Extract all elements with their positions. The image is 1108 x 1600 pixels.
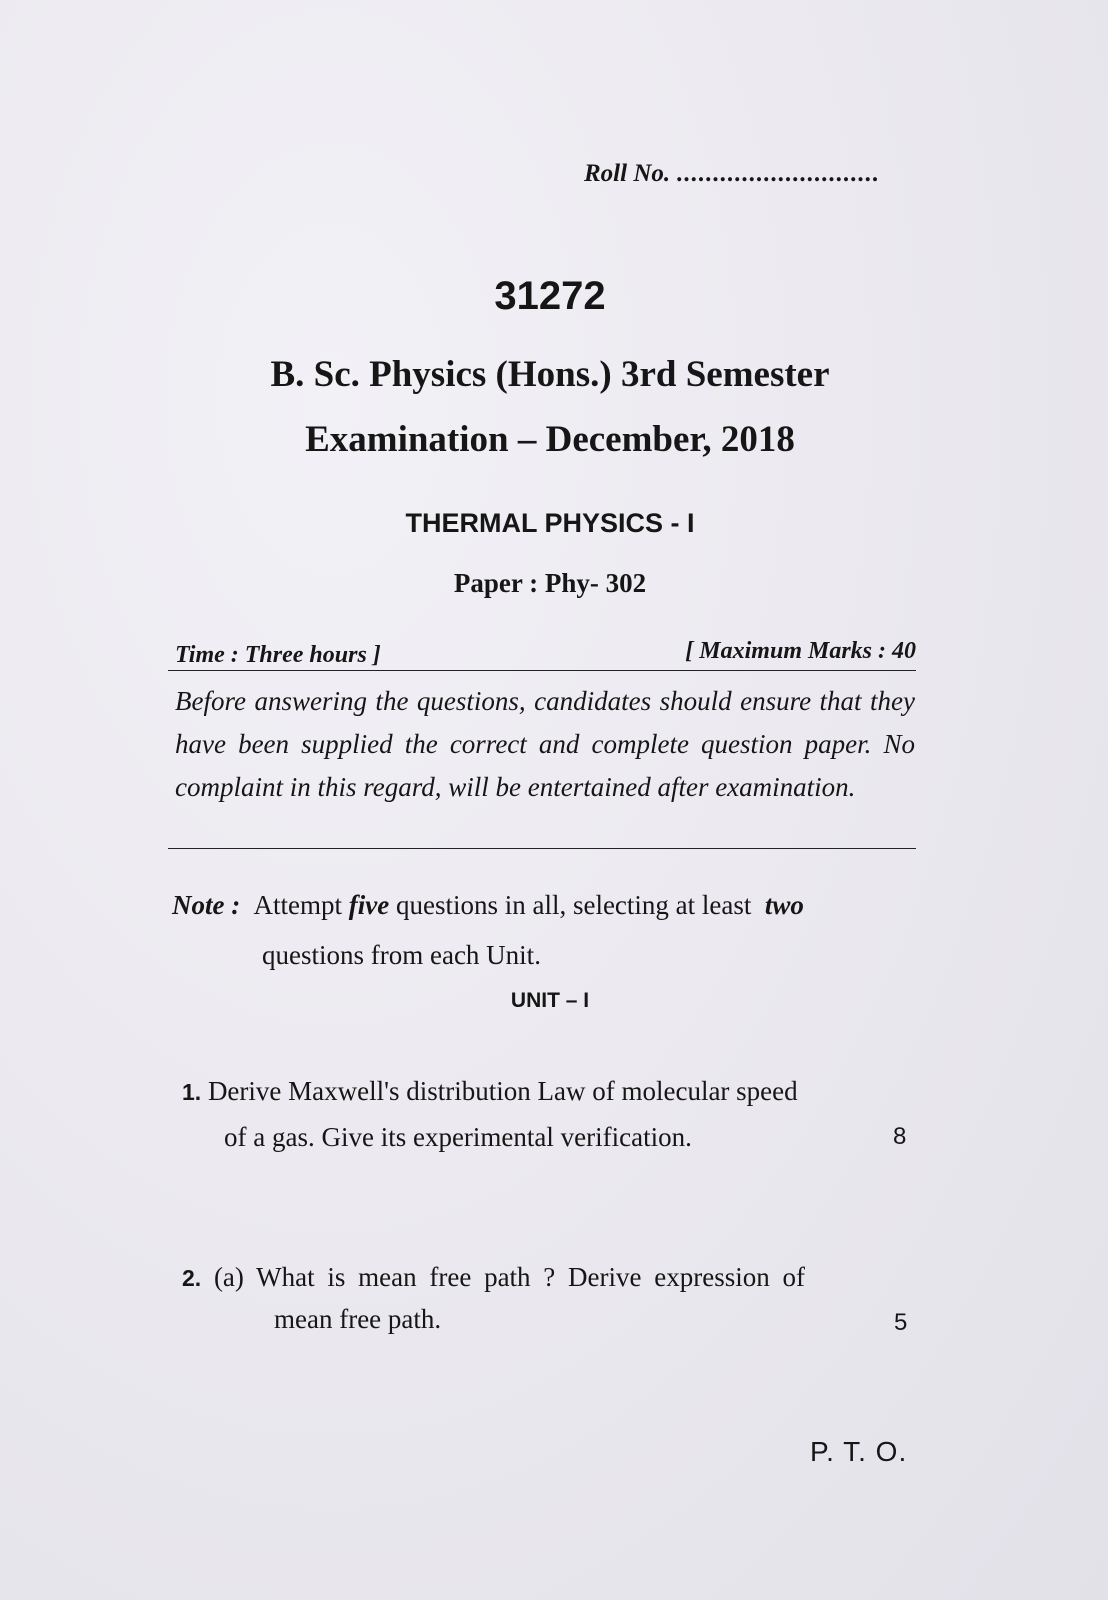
roll-number-field [584, 160, 879, 188]
header-divider [168, 670, 916, 671]
note-emph-five: five [348, 890, 390, 920]
note-label: Note : [172, 890, 241, 920]
question-1-text-line2: of a gas. Give its experimental verification. [224, 1122, 692, 1152]
roll-label: Roll No. [584, 160, 671, 187]
paper-number: Paper : Phy- 302 [453, 568, 647, 598]
subject-title: THERMAL PHYSICS - I [405, 508, 695, 538]
question-1-text-line1: Derive Maxwell's distribution Law of molecular speed [207, 1076, 798, 1106]
question-1-line1 [182, 1068, 798, 1115]
exam-title-line1: B. Sc. Physics (Hons.) 3rd Semester [270, 354, 830, 395]
paper-code: 31272 [494, 274, 606, 318]
note-emph-two: two [764, 890, 804, 920]
question-1-number: 1. [182, 1079, 202, 1105]
question-2-number: 2. [182, 1265, 202, 1291]
max-marks: [ Maximum Marks : 40 [685, 638, 916, 664]
roll-blank: ............................ [676, 160, 880, 187]
exam-time: Time : Three hours ] [175, 642, 381, 668]
please-turn-over: P. T. O. [810, 1436, 908, 1467]
question-2-text-line1: What is mean free path ? Derive expression of [256, 1262, 805, 1292]
question-2-marks: 5 [894, 1309, 908, 1336]
instructions-divider [168, 848, 916, 849]
exam-title-line2: Examination – December, 2018 [305, 419, 795, 460]
question-1-marks: 8 [893, 1123, 907, 1150]
question-2-line1 [182, 1254, 805, 1301]
question-2-part: (a) [213, 1262, 244, 1292]
instructions: Before answering the questions, candidates should ensure that they have been supplied the correct and complete question paper. No complaint in this regard, will be entertained after examination. [175, 686, 915, 802]
note-text-b: questions in all, selecting at least [395, 890, 752, 920]
question-2-text-line2: mean free path. [274, 1304, 442, 1334]
unit-heading: UNIT – I [510, 989, 590, 1012]
note-text-a: Attempt [253, 890, 342, 920]
note [172, 880, 916, 980]
note-text-c: questions from each Unit. [262, 940, 541, 970]
